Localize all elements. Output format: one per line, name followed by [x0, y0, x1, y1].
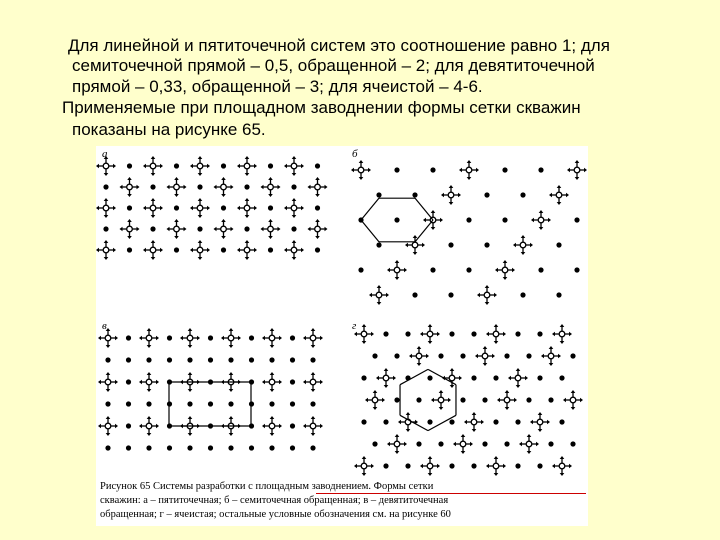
injection-well-icon: [475, 346, 495, 366]
production-well: [249, 335, 254, 340]
production-well: [493, 419, 498, 424]
injection-well-icon: [398, 412, 418, 432]
production-well: [197, 226, 202, 231]
production-well: [146, 401, 151, 406]
production-well: [466, 217, 471, 222]
injection-well-icon: [96, 198, 116, 218]
injection-well-icon: [284, 240, 304, 260]
production-well: [315, 205, 320, 210]
production-well: [526, 397, 531, 402]
production-well: [427, 419, 432, 424]
panel-letter-b: б: [352, 148, 358, 160]
production-well: [520, 292, 525, 297]
production-well: [502, 167, 507, 172]
injection-well-icon: [549, 185, 569, 205]
injection-well-icon: [495, 260, 515, 280]
production-well: [126, 401, 131, 406]
well-grid-diagrams: [96, 146, 588, 478]
injection-well-icon: [387, 260, 407, 280]
production-well: [448, 292, 453, 297]
production-well: [167, 335, 172, 340]
production-well: [460, 397, 465, 402]
production-well: [412, 192, 417, 197]
production-well: [427, 375, 432, 380]
production-well: [290, 379, 295, 384]
injection-well-icon: [464, 412, 484, 432]
panel-letter-v: в: [102, 320, 107, 332]
production-well: [310, 445, 315, 450]
injection-well-icon: [303, 416, 323, 436]
injection-well-icon: [530, 412, 550, 432]
production-well: [310, 357, 315, 362]
injection-well-icon: [354, 324, 374, 344]
injection-well-icon: [405, 235, 425, 255]
production-well: [484, 242, 489, 247]
injection-well-icon: [261, 177, 281, 197]
injection-well-icon: [303, 328, 323, 348]
injection-well-icon: [180, 328, 200, 348]
production-well: [290, 335, 295, 340]
production-well: [471, 331, 476, 336]
production-well: [249, 357, 254, 362]
injection-well-icon: [531, 210, 551, 230]
production-well: [504, 353, 509, 358]
text-line-4: Применяемые при площадном заводнении формы сетки скважин: [62, 98, 581, 117]
figure-caption: [96, 478, 588, 524]
production-well: [537, 331, 542, 336]
production-well: [538, 167, 543, 172]
production-well: [146, 445, 151, 450]
production-well: [244, 184, 249, 189]
production-well: [228, 357, 233, 362]
injection-well-icon: [237, 156, 257, 176]
production-well: [448, 242, 453, 247]
production-well: [438, 353, 443, 358]
production-well: [208, 401, 213, 406]
production-well: [559, 419, 564, 424]
injection-well-icon: [519, 434, 539, 454]
production-well: [504, 441, 509, 446]
injection-well-icon: [541, 346, 561, 366]
production-well: [127, 247, 132, 252]
production-well: [127, 163, 132, 168]
production-well: [291, 226, 296, 231]
injection-well-icon: [308, 219, 328, 239]
production-well: [449, 463, 454, 468]
element-outline: [361, 198, 379, 220]
production-well: [484, 192, 489, 197]
injection-well-icon: [262, 328, 282, 348]
injection-well-icon: [567, 160, 587, 180]
production-well: [221, 205, 226, 210]
production-well: [394, 217, 399, 222]
injection-well-icon: [190, 156, 210, 176]
production-well: [249, 445, 254, 450]
injection-well-icon: [420, 324, 440, 344]
production-well: [372, 441, 377, 446]
injection-well-icon: [431, 390, 451, 410]
production-well: [449, 419, 454, 424]
injection-well-icon: [120, 219, 140, 239]
production-well: [358, 267, 363, 272]
injection-well-icon: [190, 198, 210, 218]
production-well: [460, 353, 465, 358]
injection-well-icon: [376, 368, 396, 388]
production-well: [269, 445, 274, 450]
production-well: [126, 357, 131, 362]
production-well: [482, 397, 487, 402]
production-well: [310, 401, 315, 406]
production-well: [268, 247, 273, 252]
production-well: [315, 163, 320, 168]
production-well: [291, 184, 296, 189]
injection-well-icon: [120, 177, 140, 197]
injection-well-icon: [497, 390, 517, 410]
production-well: [574, 267, 579, 272]
injection-well-icon: [453, 434, 473, 454]
injection-well-icon: [477, 285, 497, 305]
production-well: [244, 226, 249, 231]
production-well: [376, 192, 381, 197]
production-well: [221, 247, 226, 252]
injection-well-icon: [486, 456, 506, 476]
injection-well-icon: [262, 416, 282, 436]
injection-well-icon: [139, 416, 159, 436]
injection-well-icon: [365, 390, 385, 410]
production-well: [174, 205, 179, 210]
production-well: [471, 463, 476, 468]
production-well: [126, 445, 131, 450]
production-well: [526, 353, 531, 358]
production-well: [228, 401, 233, 406]
production-well: [208, 335, 213, 340]
injection-well-icon: [369, 285, 389, 305]
panel-letter-g: г: [352, 320, 357, 332]
production-well: [405, 463, 410, 468]
element-outline: [400, 415, 428, 430]
injection-well-icon: [284, 198, 304, 218]
production-well: [268, 163, 273, 168]
production-well: [167, 445, 172, 450]
production-well: [290, 401, 295, 406]
production-well: [269, 401, 274, 406]
production-well: [126, 335, 131, 340]
element-outline: [361, 220, 379, 242]
injection-well-icon: [459, 160, 479, 180]
production-well: [559, 375, 564, 380]
production-well: [105, 401, 110, 406]
production-well: [548, 441, 553, 446]
injection-well-icon: [442, 368, 462, 388]
injection-well-icon: [214, 219, 234, 239]
injection-well-icon: [98, 372, 118, 392]
production-well: [269, 357, 274, 362]
production-well: [538, 267, 543, 272]
production-well: [570, 441, 575, 446]
production-well: [394, 353, 399, 358]
injection-well-icon: [143, 240, 163, 260]
production-well: [126, 379, 131, 384]
caption-line-1: Рисунок 65 Системы разработки с площадным заводнением. Формы сетки: [100, 481, 434, 492]
injection-well-icon: [167, 219, 187, 239]
production-well: [466, 267, 471, 272]
injection-well-icon: [351, 160, 371, 180]
production-well: [174, 247, 179, 252]
text-line-2: семиточечной прямой – 0,5, обращенной – 2; для девятиточечной: [72, 56, 595, 75]
production-well: [416, 441, 421, 446]
production-well: [150, 184, 155, 189]
production-well: [197, 184, 202, 189]
injection-well-icon: [262, 372, 282, 392]
injection-well-icon: [143, 156, 163, 176]
injection-well-icon: [98, 328, 118, 348]
production-well: [394, 167, 399, 172]
injection-well-icon: [98, 416, 118, 436]
injection-well-icon: [486, 324, 506, 344]
production-well: [268, 205, 273, 210]
caption-line-3: обращенная; г – ячеистая; остальные условные обозначения см. на рисунке 60: [100, 509, 451, 520]
production-well: [502, 217, 507, 222]
production-well: [515, 419, 520, 424]
injection-well-icon: [513, 235, 533, 255]
production-well: [187, 445, 192, 450]
production-well: [556, 242, 561, 247]
injection-well-icon: [387, 434, 407, 454]
production-well: [187, 401, 192, 406]
production-well: [430, 167, 435, 172]
production-well: [167, 357, 172, 362]
injection-well-icon: [214, 177, 234, 197]
production-well: [376, 242, 381, 247]
production-well: [187, 357, 192, 362]
injection-well-icon: [261, 219, 281, 239]
production-well: [556, 292, 561, 297]
element-outline: [400, 369, 428, 384]
injection-well-icon: [143, 198, 163, 218]
production-well: [103, 226, 108, 231]
production-well: [574, 217, 579, 222]
injection-well-icon: [354, 456, 374, 476]
production-well: [383, 463, 388, 468]
production-well: [103, 184, 108, 189]
production-well: [290, 423, 295, 428]
production-well: [520, 192, 525, 197]
text-line-1: Для линейной и пятиточечной систем это соотношение равно 1; для: [68, 36, 610, 55]
production-well: [482, 441, 487, 446]
production-well: [372, 353, 377, 358]
production-well: [105, 445, 110, 450]
production-well: [416, 397, 421, 402]
production-well: [315, 247, 320, 252]
production-well: [126, 423, 131, 428]
injection-well-icon: [190, 240, 210, 260]
text-line-3: прямой – 0,33, обращенной – 3; для ячеистой – 4-6.: [72, 77, 483, 96]
production-well: [515, 331, 520, 336]
production-well: [361, 375, 366, 380]
injection-well-icon: [237, 198, 257, 218]
element-outline: [415, 198, 433, 220]
injection-well-icon: [409, 346, 429, 366]
production-well: [221, 163, 226, 168]
caption-line-2: скважин: а – пятиточечная; б – семиточечная обращенная; в – девятиточечная: [100, 495, 449, 506]
production-well: [105, 357, 110, 362]
production-well: [493, 375, 498, 380]
injection-well-icon: [552, 456, 572, 476]
injection-well-icon: [441, 185, 461, 205]
text-line-5: показаны на рисунке 65.: [72, 120, 266, 139]
production-well: [208, 357, 213, 362]
production-well: [570, 353, 575, 358]
production-well: [412, 292, 417, 297]
production-well: [146, 357, 151, 362]
production-well: [383, 419, 388, 424]
production-well: [515, 463, 520, 468]
injection-well-icon: [303, 372, 323, 392]
production-well: [361, 419, 366, 424]
production-well: [383, 331, 388, 336]
injection-well-icon: [420, 456, 440, 476]
injection-well-icon: [221, 328, 241, 348]
injection-well-icon: [552, 324, 572, 344]
figure-65: [96, 146, 588, 526]
production-well: [208, 445, 213, 450]
injection-well-icon: [139, 372, 159, 392]
production-well: [537, 375, 542, 380]
injection-well-icon: [167, 177, 187, 197]
production-well: [150, 226, 155, 231]
production-well: [394, 397, 399, 402]
production-well: [430, 267, 435, 272]
injection-well-icon: [308, 177, 328, 197]
injection-well-icon: [563, 390, 583, 410]
production-well: [228, 445, 233, 450]
production-well: [548, 397, 553, 402]
production-well: [537, 463, 542, 468]
injection-well-icon: [284, 156, 304, 176]
production-well: [127, 205, 132, 210]
production-well: [438, 441, 443, 446]
production-well: [290, 357, 295, 362]
production-well: [405, 331, 410, 336]
production-well: [290, 445, 295, 450]
production-well: [449, 331, 454, 336]
injection-well-icon: [96, 240, 116, 260]
production-well: [174, 163, 179, 168]
element-outline: [415, 220, 433, 242]
production-well: [471, 375, 476, 380]
injection-well-icon: [508, 368, 528, 388]
injection-well-icon: [237, 240, 257, 260]
injection-well-icon: [139, 328, 159, 348]
panel-letter-a: а: [102, 148, 108, 160]
